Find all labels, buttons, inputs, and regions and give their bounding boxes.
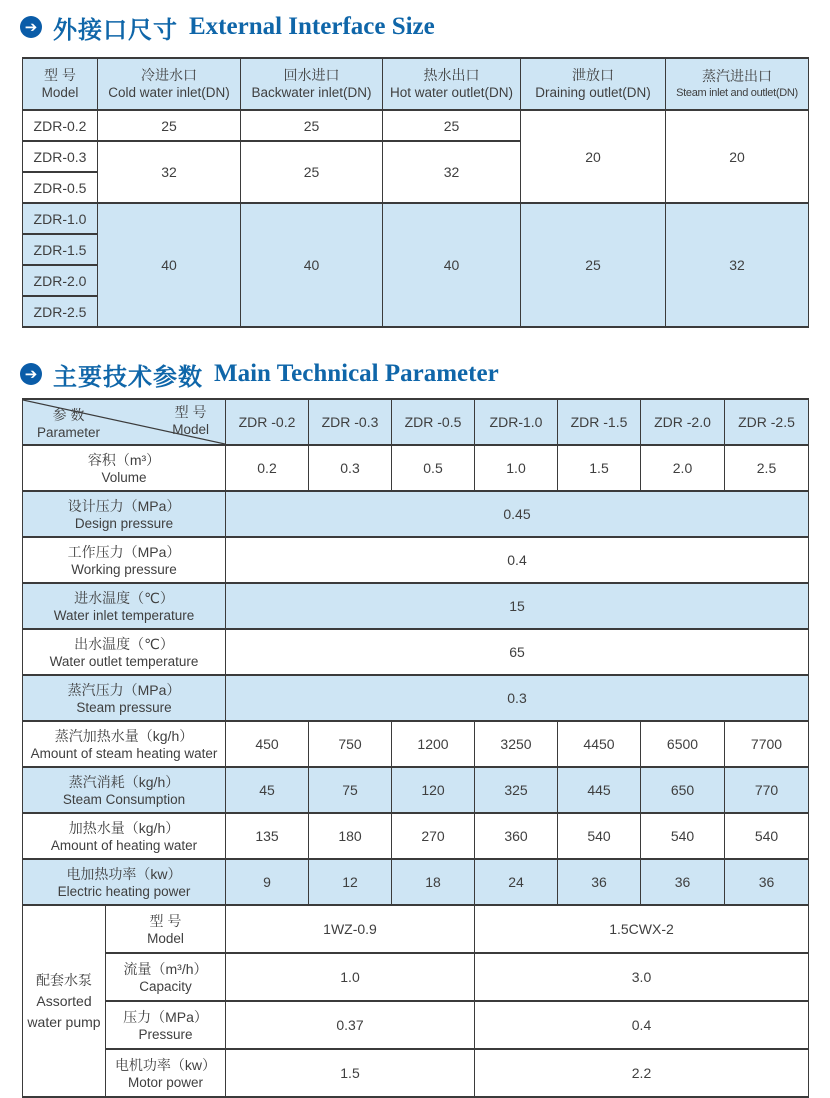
label-en: Pressure bbox=[138, 1027, 193, 1043]
table-row bbox=[23, 203, 809, 234]
model-column-header: ZDR -0.5 bbox=[392, 399, 475, 445]
parameter-label bbox=[23, 583, 226, 629]
header-en: Model bbox=[172, 421, 209, 437]
table-row bbox=[23, 110, 809, 141]
value-cell: 270 bbox=[392, 813, 475, 859]
col-header-hot-water-outlet bbox=[383, 58, 521, 110]
parameter-row-steam-pressure bbox=[23, 675, 809, 721]
parameter-label bbox=[23, 767, 226, 813]
pump-value-right: 0.4 bbox=[475, 1001, 809, 1049]
value-cell: 75 bbox=[309, 767, 392, 813]
label-en: Steam pressure bbox=[76, 700, 172, 716]
value-cell: 540 bbox=[725, 813, 809, 859]
value-cell: 325 bbox=[475, 767, 558, 813]
label-en: Volume bbox=[101, 470, 147, 486]
label-en: Amount of heating water bbox=[50, 838, 198, 854]
model-column-header: ZDR -1.5 bbox=[558, 399, 641, 445]
value-cell: 24 bbox=[475, 859, 558, 905]
parameter-label bbox=[106, 953, 226, 1001]
parameter-label bbox=[23, 537, 226, 583]
label-en: Water inlet temperature bbox=[53, 608, 195, 624]
label-zh: 设计压力（MPa） bbox=[67, 497, 181, 514]
pump-value-right: 2.2 bbox=[475, 1049, 809, 1097]
value-cell: 450 bbox=[226, 721, 309, 767]
label-zh: 流量（m³/h） bbox=[123, 960, 208, 977]
label-en: Design pressure bbox=[74, 516, 174, 532]
col-header-backwater-inlet bbox=[241, 58, 383, 110]
value-cell: 36 bbox=[558, 859, 641, 905]
label-zh: 加热水量（kg/h） bbox=[68, 819, 180, 836]
value-cell: 25 bbox=[521, 203, 666, 327]
value-cell: 25 bbox=[383, 110, 521, 141]
value-cell: 32 bbox=[98, 141, 241, 203]
label-en: Water outlet temperature bbox=[49, 654, 199, 670]
model-cell: ZDR-0.5 bbox=[23, 172, 98, 203]
value-cell: 40 bbox=[383, 203, 521, 327]
value-cell: 40 bbox=[241, 203, 383, 327]
header-en: Cold water inlet(DN) bbox=[108, 85, 230, 101]
merged-value-cell: 0.3 bbox=[226, 675, 809, 721]
label-en: Amount of steam heating water bbox=[30, 746, 218, 762]
header-zh: 泄放口 bbox=[572, 67, 614, 84]
section-title-en: Main Technical Parameter bbox=[214, 360, 499, 387]
header-zh: 热水出口 bbox=[423, 67, 480, 84]
section-title-en: External Interface Size bbox=[189, 13, 435, 40]
table-header-row bbox=[23, 399, 809, 445]
value-cell: 1.0 bbox=[475, 445, 558, 491]
parameter-label bbox=[23, 445, 226, 491]
label-en: Electric heating power bbox=[57, 884, 191, 900]
value-cell: 180 bbox=[309, 813, 392, 859]
value-cell: 2.0 bbox=[641, 445, 725, 491]
header-en: Model bbox=[41, 85, 79, 101]
merged-value-cell: 0.4 bbox=[226, 537, 809, 583]
parameter-label bbox=[23, 721, 226, 767]
model-cell: ZDR-2.5 bbox=[23, 296, 98, 327]
parameter-row-working-pressure bbox=[23, 537, 809, 583]
value-cell: 1200 bbox=[392, 721, 475, 767]
label-zh: 蒸汽消耗（kg/h） bbox=[68, 773, 180, 790]
value-cell: 120 bbox=[392, 767, 475, 813]
section-title-zh: 主要技术参数 bbox=[53, 362, 203, 391]
model-column-header: ZDR -2.5 bbox=[725, 399, 809, 445]
label-zh: 进水温度（℃） bbox=[74, 589, 174, 606]
value-cell: 7700 bbox=[725, 721, 809, 767]
parameter-label bbox=[23, 491, 226, 537]
parameter-row-electric-heating-power bbox=[23, 859, 809, 905]
value-cell: 0.2 bbox=[226, 445, 309, 491]
value-cell: 20 bbox=[521, 110, 666, 203]
parameter-label bbox=[23, 813, 226, 859]
header-en: Parameter bbox=[37, 424, 101, 440]
header-zh: 型 号 bbox=[174, 404, 207, 420]
pump-row-capacity bbox=[23, 953, 809, 1001]
value-cell: 36 bbox=[641, 859, 725, 905]
pump-value-left: 1WZ-0.9 bbox=[226, 905, 475, 953]
pump-value-left: 1.5 bbox=[226, 1049, 475, 1097]
corner-model-label bbox=[172, 403, 209, 438]
value-cell: 32 bbox=[666, 203, 809, 327]
value-cell: 540 bbox=[558, 813, 641, 859]
pump-value-left: 1.0 bbox=[226, 953, 475, 1001]
col-header-steam-inlet-outlet bbox=[666, 58, 809, 110]
header-en: Steam inlet and outlet(DN) bbox=[676, 87, 798, 100]
value-cell: 650 bbox=[641, 767, 725, 813]
col-header-model bbox=[23, 58, 98, 110]
table-header-row bbox=[23, 58, 809, 110]
value-cell: 12 bbox=[309, 859, 392, 905]
parameter-label bbox=[23, 629, 226, 675]
value-cell: 770 bbox=[725, 767, 809, 813]
value-cell: 9 bbox=[226, 859, 309, 905]
technical-parameter-section-title bbox=[20, 355, 808, 393]
parameter-row-water-inlet-temperature bbox=[23, 583, 809, 629]
parameter-row-water-outlet-temperature bbox=[23, 629, 809, 675]
label-zh: 电加热功率（kw） bbox=[66, 865, 182, 882]
value-cell: 135 bbox=[226, 813, 309, 859]
value-cell: 36 bbox=[725, 859, 809, 905]
parameter-label bbox=[106, 1049, 226, 1097]
value-cell: 6500 bbox=[641, 721, 725, 767]
value-cell: 2.5 bbox=[725, 445, 809, 491]
corner-header-cell bbox=[23, 399, 226, 445]
arrow-right-icon: ➔ bbox=[20, 363, 42, 385]
label-zh: 出水温度（℃） bbox=[74, 635, 174, 652]
col-header-cold-water-inlet bbox=[98, 58, 241, 110]
technical-parameter-table bbox=[22, 398, 809, 1098]
value-cell: 750 bbox=[309, 721, 392, 767]
value-cell: 25 bbox=[98, 110, 241, 141]
parameter-row-design-pressure bbox=[23, 491, 809, 537]
parameter-label bbox=[23, 675, 226, 721]
label-en: Steam Consumption bbox=[62, 792, 186, 808]
value-cell: 18 bbox=[392, 859, 475, 905]
model-cell: ZDR-2.0 bbox=[23, 265, 98, 296]
label-en: Model bbox=[147, 931, 184, 947]
value-cell: 45 bbox=[226, 767, 309, 813]
col-header-draining-outlet bbox=[521, 58, 666, 110]
pump-row-pressure bbox=[23, 1001, 809, 1049]
label-zh: 压力（MPa） bbox=[123, 1008, 208, 1025]
value-cell: 445 bbox=[558, 767, 641, 813]
label-en: Capacity bbox=[139, 979, 192, 995]
corner-parameter-label bbox=[37, 406, 100, 441]
value-cell: 1.5 bbox=[558, 445, 641, 491]
pump-value-left: 0.37 bbox=[226, 1001, 475, 1049]
label-zh: 容积（m³） bbox=[87, 451, 161, 468]
value-cell: 0.5 bbox=[392, 445, 475, 491]
pump-row-model bbox=[23, 905, 809, 953]
merged-value-cell: 15 bbox=[226, 583, 809, 629]
header-en: Hot water outlet(DN) bbox=[389, 85, 514, 101]
parameter-label bbox=[106, 1001, 226, 1049]
section-title-zh: 外接口尺寸 bbox=[53, 15, 178, 44]
external-interface-table bbox=[22, 57, 809, 328]
label-zh: 蒸汽加热水量（kg/h） bbox=[54, 727, 194, 744]
value-cell: 360 bbox=[475, 813, 558, 859]
pump-group-zh: 配套水泵 bbox=[36, 971, 92, 988]
header-zh: 型 号 bbox=[44, 67, 76, 84]
model-column-header: ZDR -0.2 bbox=[226, 399, 309, 445]
value-cell: 32 bbox=[383, 141, 521, 203]
value-cell: 0.3 bbox=[309, 445, 392, 491]
model-column-header: ZDR -0.3 bbox=[309, 399, 392, 445]
pump-value-right: 3.0 bbox=[475, 953, 809, 1001]
external-interface-section-title bbox=[20, 8, 808, 46]
parameter-row-steam-consumption bbox=[23, 767, 809, 813]
model-cell: ZDR-0.3 bbox=[23, 141, 98, 172]
label-zh: 工作压力（MPa） bbox=[67, 543, 181, 560]
pump-value-right: 1.5CWX-2 bbox=[475, 905, 809, 953]
header-zh: 回水进口 bbox=[283, 67, 340, 84]
value-cell: 25 bbox=[241, 141, 383, 203]
label-en: Motor power bbox=[127, 1075, 204, 1091]
model-cell: ZDR-1.5 bbox=[23, 234, 98, 265]
parameter-row-steam-heating-water bbox=[23, 721, 809, 767]
label-en: Working pressure bbox=[71, 562, 177, 578]
model-cell: ZDR-0.2 bbox=[23, 110, 98, 141]
parameter-row-volume bbox=[23, 445, 809, 491]
header-en: Backwater inlet(DN) bbox=[251, 85, 372, 101]
model-cell: ZDR-1.0 bbox=[23, 203, 98, 234]
value-cell: 40 bbox=[98, 203, 241, 327]
pump-group-en: Assorted bbox=[36, 992, 92, 1009]
header-zh: 蒸汽进出口 bbox=[702, 68, 772, 85]
value-cell: 3250 bbox=[475, 721, 558, 767]
pump-group-en: water pump bbox=[27, 1013, 101, 1030]
merged-value-cell: 0.45 bbox=[226, 491, 809, 537]
header-zh: 冷进水口 bbox=[141, 67, 197, 84]
merged-value-cell: 65 bbox=[226, 629, 809, 675]
label-zh: 电机功率（kw） bbox=[114, 1056, 217, 1073]
value-cell: 540 bbox=[641, 813, 725, 859]
label-zh: 型 号 bbox=[149, 912, 182, 929]
header-zh: 参 数 bbox=[52, 406, 85, 423]
parameter-label bbox=[106, 905, 226, 953]
model-column-header: ZDR -2.0 bbox=[641, 399, 725, 445]
model-column-header: ZDR-1.0 bbox=[475, 399, 558, 445]
value-cell: 4450 bbox=[558, 721, 641, 767]
header-en: Draining outlet(DN) bbox=[535, 85, 651, 101]
value-cell: 25 bbox=[241, 110, 383, 141]
parameter-row-heating-water bbox=[23, 813, 809, 859]
arrow-right-icon: ➔ bbox=[20, 16, 42, 38]
parameter-label bbox=[23, 859, 226, 905]
value-cell: 20 bbox=[666, 110, 809, 203]
pump-group-label bbox=[23, 905, 106, 1097]
pump-row-motor-power bbox=[23, 1049, 809, 1097]
label-zh: 蒸汽压力（MPa） bbox=[67, 681, 181, 698]
